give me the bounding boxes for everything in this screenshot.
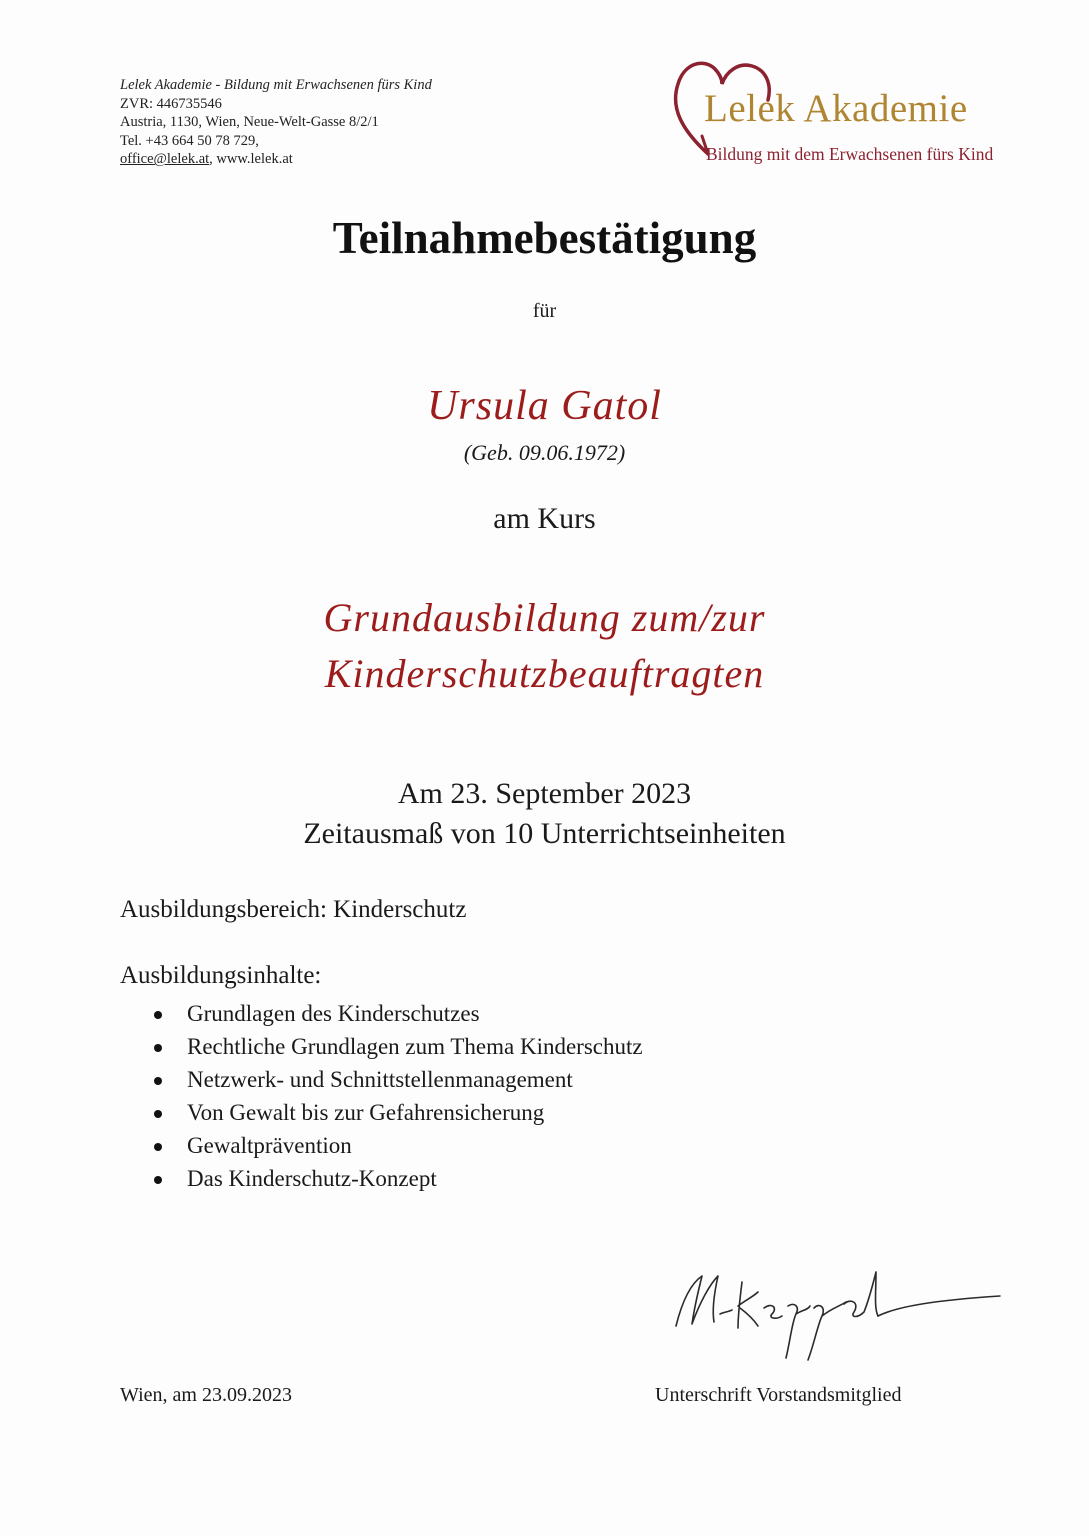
course-title-line-1: Grundausbildung zum/zur [323,595,766,640]
course-duration: Zeitausmaß von 10 Unterrichtseinheiten [303,817,786,850]
list-item: Gewaltprävention [152,1129,643,1162]
course-details [0,774,1089,854]
place-date: Wien, am 23.09.2023 [120,1384,292,1406]
training-area: Ausbildungsbereich: Kinderschutz [120,896,467,923]
letterhead-tagline: Lelek Akademie - Bildung mit Erwachsenen fürs Kind [120,77,432,93]
email-link[interactable]: office@lelek.at [120,151,210,168]
contents-label: Ausbildungsinhalte: [120,962,322,989]
participant-name: Ursula Gatol [427,383,662,429]
letterhead-contact [120,150,432,169]
website-text: , www.lelek.at [209,151,293,168]
list-item: Das Kinderschutz-Konzept [152,1162,643,1195]
letterhead-zvr: ZVR: 446735546 [120,95,222,112]
certificate-title: Teilnahmebestätigung [332,213,757,263]
contents-list [152,997,643,1195]
list-item: Grundlagen des Kinderschutzes [152,997,643,1030]
list-item: Netzwerk- und Schnittstellenmanagement [152,1063,643,1096]
signature-image [668,1262,1008,1372]
course-title-line-2: Kinderschutzbeauftragten [324,651,765,696]
for-label: für [532,300,557,322]
signature-label: Unterschrift Vorstandsmitglied [655,1384,902,1406]
letterhead-street: Austria, 1130, Wien, Neue-Welt-Gasse 8/2/1 [120,114,379,131]
letterhead-phone: Tel. +43 664 50 78 729, [120,132,259,149]
course-title [0,590,1089,702]
birth-date: (Geb. 09.06.1972) [463,440,626,465]
list-item: Rechtliche Grundlagen zum Thema Kinderschutz [152,1030,643,1063]
letterhead-address [120,76,432,169]
logo-subtitle: Bildung mit dem Erwachsenen fürs Kind [706,144,994,164]
course-date: Am 23. September 2023 [397,777,692,810]
logo-name: Lelek Akademie [704,87,968,130]
course-intro: am Kurs [493,502,596,535]
list-item: Von Gewalt bis zur Gefahrensicherung [152,1096,643,1129]
lelek-logo [668,50,1028,180]
